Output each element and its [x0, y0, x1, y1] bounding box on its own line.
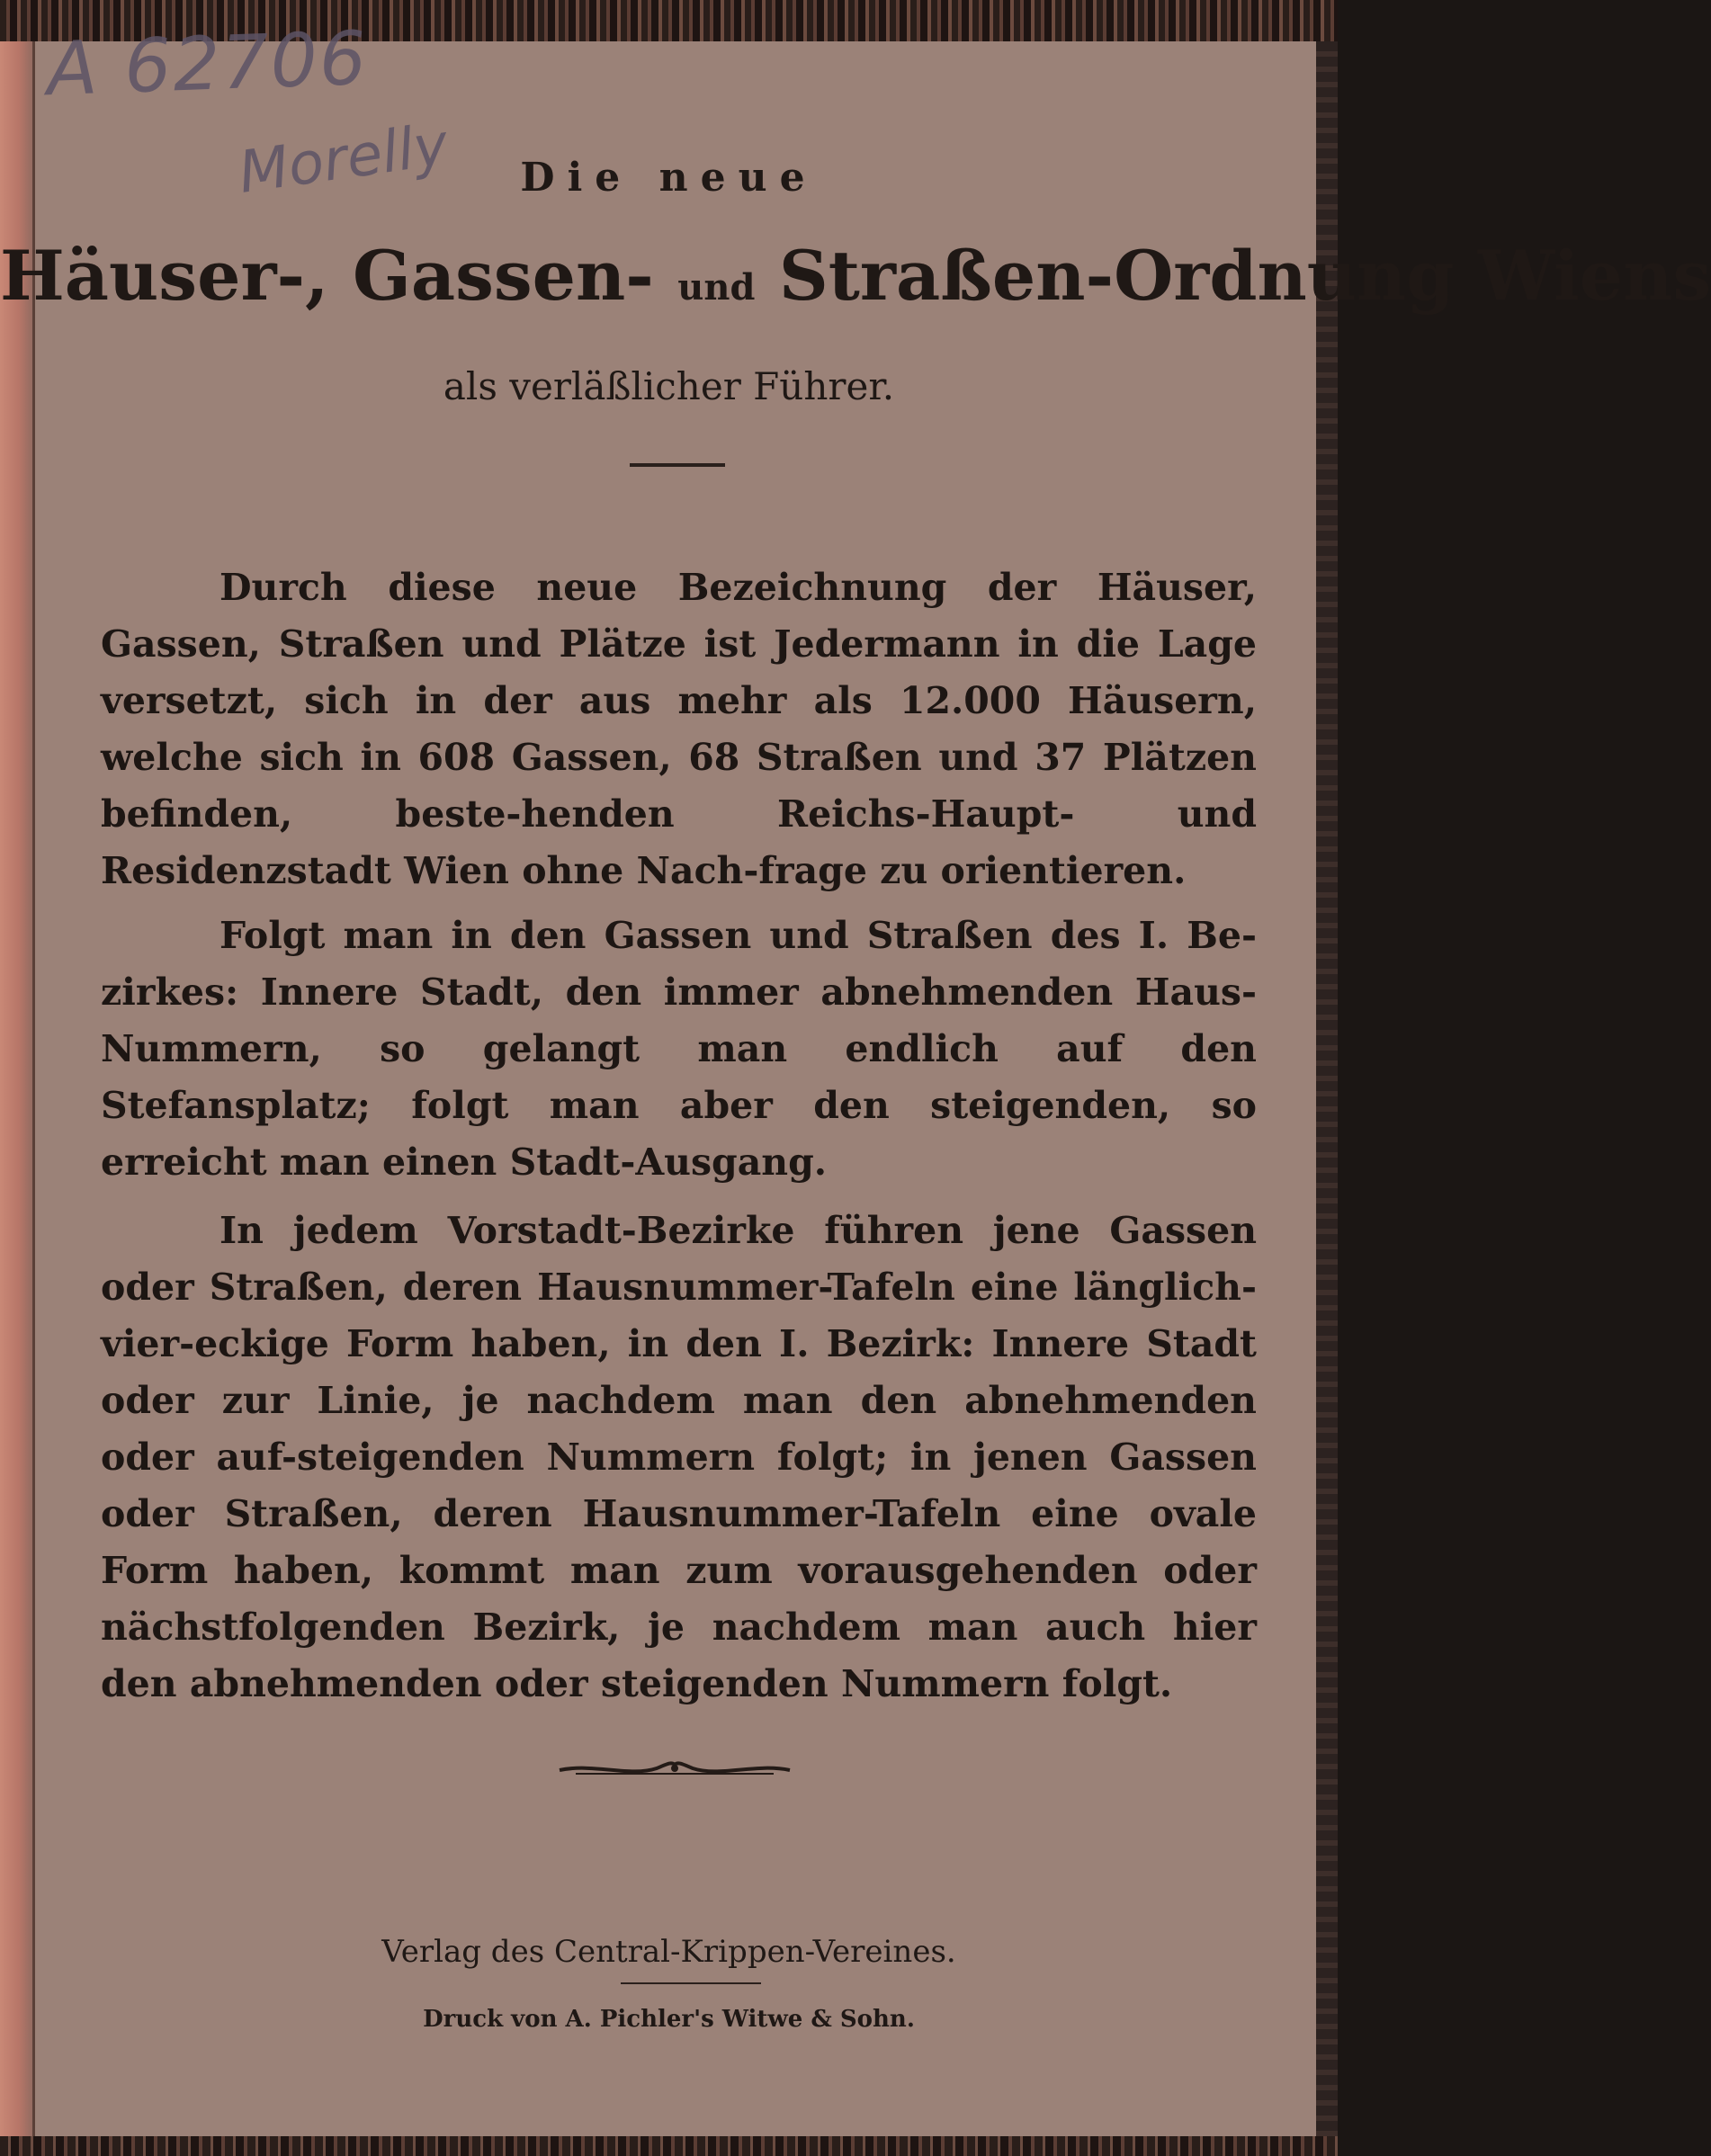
paragraph-1: Durch diese neue Bezeichnung der Häuser, Gassen, Straßen und Plätze ist Jedermann in die Lage versetzt, sich in der aus mehr als 12.000 Häusern, welche sich in 608 Gassen, 68 Straßen und 37 Plätzen befinden, beste-henden Reichs-Haupt- und Residenzstadt Wien ohne Nach-frage zu orientieren.: [101, 566, 1257, 892]
title-part-1: Häuser-, Gassen-: [0, 236, 654, 316]
footer-divider: [621, 1982, 761, 1984]
paragraph-3: In jedem Vorstadt-Bezirke führen jene Gassen oder Straßen, deren Hausnummer-Tafeln eine länglich-vier-eckige Form haben, in den I. Bezirk: Innere Stadt oder zur Linie, je nachdem man den abnehmenden oder auf-steigenden Nummern folgt; in jenen Gassen oder Straßen, deren Hausnummer-Tafeln eine ovale Form haben, kommt man zum vorausgehenden oder nächstfolgenden Bezirk, je nachdem man auch hier den abnehmenden oder steigenden Nummern folgt.: [101, 1209, 1257, 1705]
page-title: [0, 236, 1711, 316]
left-binding-edge: [0, 41, 34, 2136]
paragraph-2: Folgt man in den Gassen und Straßen des I. Be-zirkes: Innere Stadt, den immer abnehmenden Haus-Nummern, so gelangt man endlich auf den Stefansplatz; folgt man aber den steigenden, so erreicht man einen Stadt-Ausgang.: [101, 914, 1257, 1184]
title-part-2: Straßen-Ordnung Wiens: [778, 236, 1711, 316]
right-edge: [1316, 41, 1338, 2136]
printer-line: Druck von A. Pichler's Witwe & Sohn.: [423, 2006, 915, 2033]
publisher-line: Verlag des Central-Krippen-Vereines.: [381, 1934, 956, 1970]
title-divider: [630, 463, 725, 467]
title-connector: und: [677, 266, 756, 309]
subtitle: als verläßlicher Führer.: [443, 364, 895, 408]
kicker-heading: Die neue: [520, 155, 818, 201]
marbled-bottom-edge: [0, 2136, 1338, 2156]
pencil-shelfmark: A 62706: [45, 15, 370, 113]
pencil-signature: Morelly: [234, 112, 452, 207]
ornament-divider-icon: [558, 1754, 792, 1786]
